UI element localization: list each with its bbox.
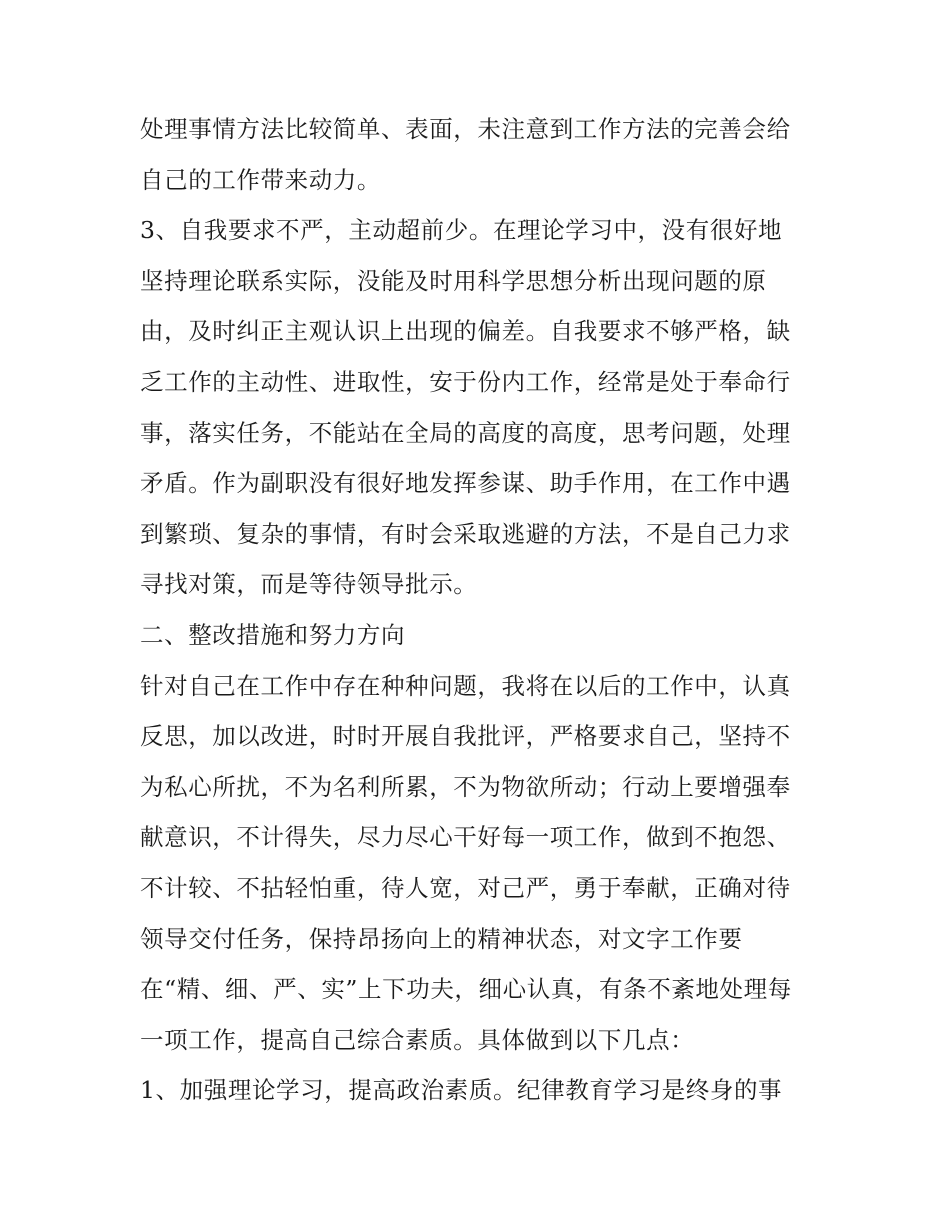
text-line: 一项工作，提高自己综合素质。具体做到以下几点： — [140, 1025, 695, 1054]
text-line: 为私心所扰，不为名利所累，不为物欲所动；行动上要增强奉 — [140, 772, 791, 801]
text-line: 3、自我要求不严，主动超前少。在理论学习中，没有很好地 — [140, 216, 783, 245]
text-line: 1、加强理论学习，提高政治素质。纪律教育学习是终身的事 — [140, 1076, 783, 1105]
text-line: 在“精、细、严、实”上下功夫，细心认真，有条不紊地处理每 — [140, 975, 792, 1004]
section-heading: 二、整改措施和努力方向 — [140, 620, 406, 649]
text-line: 领导交付任务，保持昂扬向上的精神状态，对文字工作要 — [140, 924, 743, 953]
text-line: 反思，加以改进，时时开展自我批评，严格要求自己，坚持不 — [140, 722, 791, 751]
text-line: 针对自己在工作中存在种种问题，我将在以后的工作中，认真 — [140, 671, 791, 700]
text-line: 到繁琐、复杂的事情，有时会采取逃避的方法，不是自己力求 — [140, 519, 791, 548]
text-line: 由，及时纠正主观认识上出现的偏差。自我要求不够严格，缺 — [140, 317, 791, 346]
text-line: 献意识，不计得失，尽力尽心干好每一项工作，做到不抱怨、 — [140, 823, 791, 852]
text-line: 坚持理论联系实际，没能及时用科学思想分析出现问题的原 — [140, 266, 767, 295]
document-body — [140, 104, 820, 1116]
text-line: 自己的工作带来动力。 — [140, 165, 381, 194]
text-line: 寻找对策，而是等待领导批示。 — [140, 570, 478, 599]
text-line: 不计较、不拈轻怕重，待人宽，对己严，勇于奉献，正确对待 — [140, 873, 791, 902]
text-line: 处理事情方法比较简单、表面，未注意到工作方法的完善会给 — [140, 115, 791, 143]
text-line: 事，落实任务，不能站在全局的高度的高度，思考问题，处理 — [140, 418, 791, 447]
text-line: 矛盾。作为副职没有很好地发挥参谋、助手作用，在工作中遇 — [140, 469, 791, 498]
text-line: 乏工作的主动性、进取性，安于份内工作，经常是处于奉命行 — [140, 367, 791, 396]
